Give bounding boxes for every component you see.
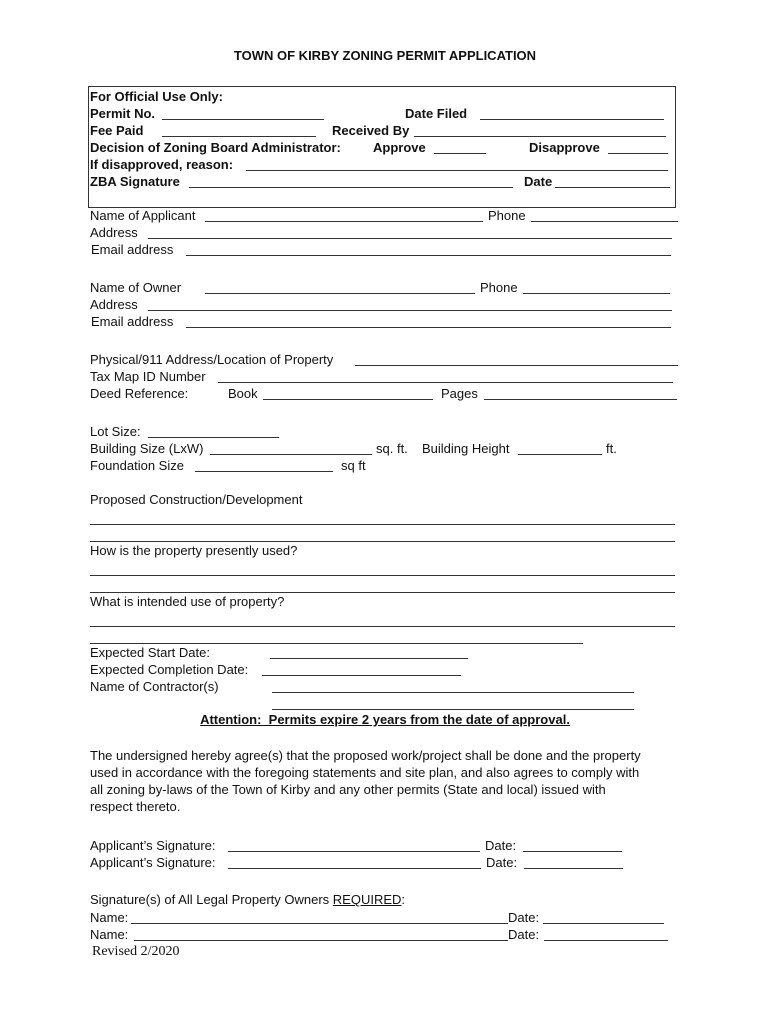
foundation-size-field[interactable] — [195, 471, 333, 472]
lot-size-label: Lot Size: — [90, 424, 141, 439]
owners-signature-prefix: Signature(s) of All Legal Property Owners — [90, 892, 333, 907]
zba-date-label: Date — [524, 174, 553, 189]
completion-date-label: Expected Completion Date: — [90, 662, 249, 677]
lot-size-field[interactable] — [148, 437, 279, 438]
agreement-line-4: respect thereto. — [90, 799, 181, 814]
applicant-signature-date-label-2: Date: — [486, 855, 518, 870]
approve-label: Approve — [373, 140, 426, 155]
attention-note: Attention: Permits expire 2 years from the date of approval. — [200, 712, 570, 727]
disapproved-reason-label: If disapproved, reason: — [90, 157, 234, 172]
building-height-field[interactable] — [518, 454, 602, 455]
applicant-signature-field-1[interactable] — [228, 851, 480, 852]
owner-phone-label: Phone — [480, 280, 518, 295]
physical-address-label: Physical/911 Address/Location of Property — [90, 352, 334, 367]
fee-paid-field[interactable] — [162, 136, 316, 137]
physical-address-field[interactable] — [355, 365, 678, 366]
owner-name-label: Name of Owner — [90, 280, 182, 295]
deed-reference-label: Deed Reference: — [90, 386, 189, 401]
applicant-signature-date-field-1[interactable] — [523, 851, 622, 852]
building-height-unit: ft. — [606, 441, 617, 456]
present-use-line-1[interactable] — [90, 575, 675, 576]
applicant-phone-field[interactable] — [531, 221, 678, 222]
deed-book-label: Book — [228, 386, 258, 401]
owner-address-label: Address — [90, 297, 138, 312]
intended-use-line-1[interactable] — [90, 626, 675, 627]
owner-signature-field-2[interactable] — [134, 940, 508, 941]
permit-no-field[interactable] — [162, 119, 324, 120]
contractor-field-2[interactable] — [272, 709, 634, 710]
proposed-construction-line-2[interactable] — [90, 541, 675, 542]
applicant-signature-field-2[interactable] — [228, 868, 481, 869]
applicant-signature-label-1: Applicant’s Signature: — [90, 838, 216, 853]
zba-date-field[interactable] — [555, 187, 670, 188]
applicant-signature-label-2: Applicant’s Signature: — [90, 855, 216, 870]
approve-field[interactable] — [434, 153, 486, 154]
building-height-label: Building Height — [422, 441, 510, 456]
owner-email-field[interactable] — [186, 327, 671, 328]
proposed-construction-label: Proposed Construction/Development — [90, 492, 303, 507]
fee-paid-label: Fee Paid — [90, 123, 144, 138]
tax-map-label: Tax Map ID Number — [90, 369, 206, 384]
owner-date-field-2[interactable] — [544, 940, 668, 941]
applicant-email-field[interactable] — [186, 255, 671, 256]
present-use-label: How is the property presently used? — [90, 543, 298, 558]
official-use-heading: For Official Use Only: — [90, 89, 223, 104]
deed-pages-field[interactable] — [484, 399, 677, 400]
present-use-line-2[interactable] — [90, 592, 675, 593]
foundation-size-unit: sq ft — [341, 458, 366, 473]
owner-name-label-1: Name: — [90, 910, 129, 925]
applicant-email-label: Email address — [91, 242, 174, 257]
owner-name-field[interactable] — [205, 293, 475, 294]
owner-phone-field[interactable] — [523, 293, 670, 294]
foundation-size-label: Foundation Size — [90, 458, 184, 473]
decision-label: Decision of Zoning Board Administrator: — [90, 140, 341, 155]
contractor-label: Name of Contractor(s) — [90, 679, 219, 694]
contractor-field-1[interactable] — [272, 692, 634, 693]
deed-book-field[interactable] — [263, 399, 433, 400]
owner-date-label-1: Date: — [508, 910, 540, 925]
permit-no-label: Permit No. — [90, 106, 156, 121]
owner-date-field-1[interactable] — [543, 923, 664, 924]
date-filed-label: Date Filed — [405, 106, 468, 121]
date-filed-field[interactable] — [480, 119, 664, 120]
required-word: REQUIRED — [332, 892, 402, 907]
proposed-construction-line-1[interactable] — [90, 524, 675, 525]
applicant-address-label: Address — [90, 225, 138, 240]
zba-signature-label: ZBA Signature — [90, 174, 180, 189]
deed-pages-label: Pages — [441, 386, 478, 401]
revised-date: Revised 2/2020 — [92, 944, 180, 959]
owner-address-field[interactable] — [148, 310, 672, 311]
tax-map-field[interactable] — [218, 382, 673, 383]
owners-signature-suffix: : — [401, 892, 406, 907]
received-by-label: Received By — [332, 123, 410, 138]
agreement-line-2: used in accordance with the foregoing statements and site plan, and also agrees to comply with — [90, 765, 640, 780]
intended-use-line-2[interactable] — [90, 643, 583, 644]
building-size-label: Building Size (LxW) — [90, 441, 204, 456]
building-size-unit: sq. ft. — [376, 441, 408, 456]
disapprove-label: Disapprove — [529, 140, 600, 155]
applicant-phone-label: Phone — [488, 208, 526, 223]
owner-name-label-2: Name: — [90, 927, 129, 942]
agreement-line-1: The undersigned hereby agree(s) that the proposed work/project shall be done and the property — [90, 748, 641, 763]
owner-email-label: Email address — [91, 314, 174, 329]
intended-use-label: What is intended use of property? — [90, 594, 285, 609]
applicant-address-field[interactable] — [148, 238, 672, 239]
disapprove-field[interactable] — [608, 153, 668, 154]
owner-date-label-2: Date: — [508, 927, 540, 942]
owners-signature-heading — [90, 892, 405, 908]
applicant-signature-date-field-2[interactable] — [524, 868, 623, 869]
start-date-label: Expected Start Date: — [90, 645, 210, 660]
received-by-field[interactable] — [414, 136, 666, 137]
completion-date-field[interactable] — [262, 675, 461, 676]
disapproved-reason-field[interactable] — [246, 170, 668, 171]
building-size-field[interactable] — [210, 454, 372, 455]
zba-signature-field[interactable] — [189, 187, 513, 188]
start-date-field[interactable] — [270, 658, 468, 659]
agreement-line-3: all zoning by-laws of the Town of Kirby and any other permits (State and local) issued with — [90, 782, 606, 797]
page-title: TOWN OF KIRBY ZONING PERMIT APPLICATION — [233, 48, 537, 63]
applicant-signature-date-label-1: Date: — [485, 838, 517, 853]
applicant-name-label: Name of Applicant — [90, 208, 196, 223]
applicant-name-field[interactable] — [205, 221, 483, 222]
owner-signature-field-1[interactable] — [131, 923, 508, 924]
